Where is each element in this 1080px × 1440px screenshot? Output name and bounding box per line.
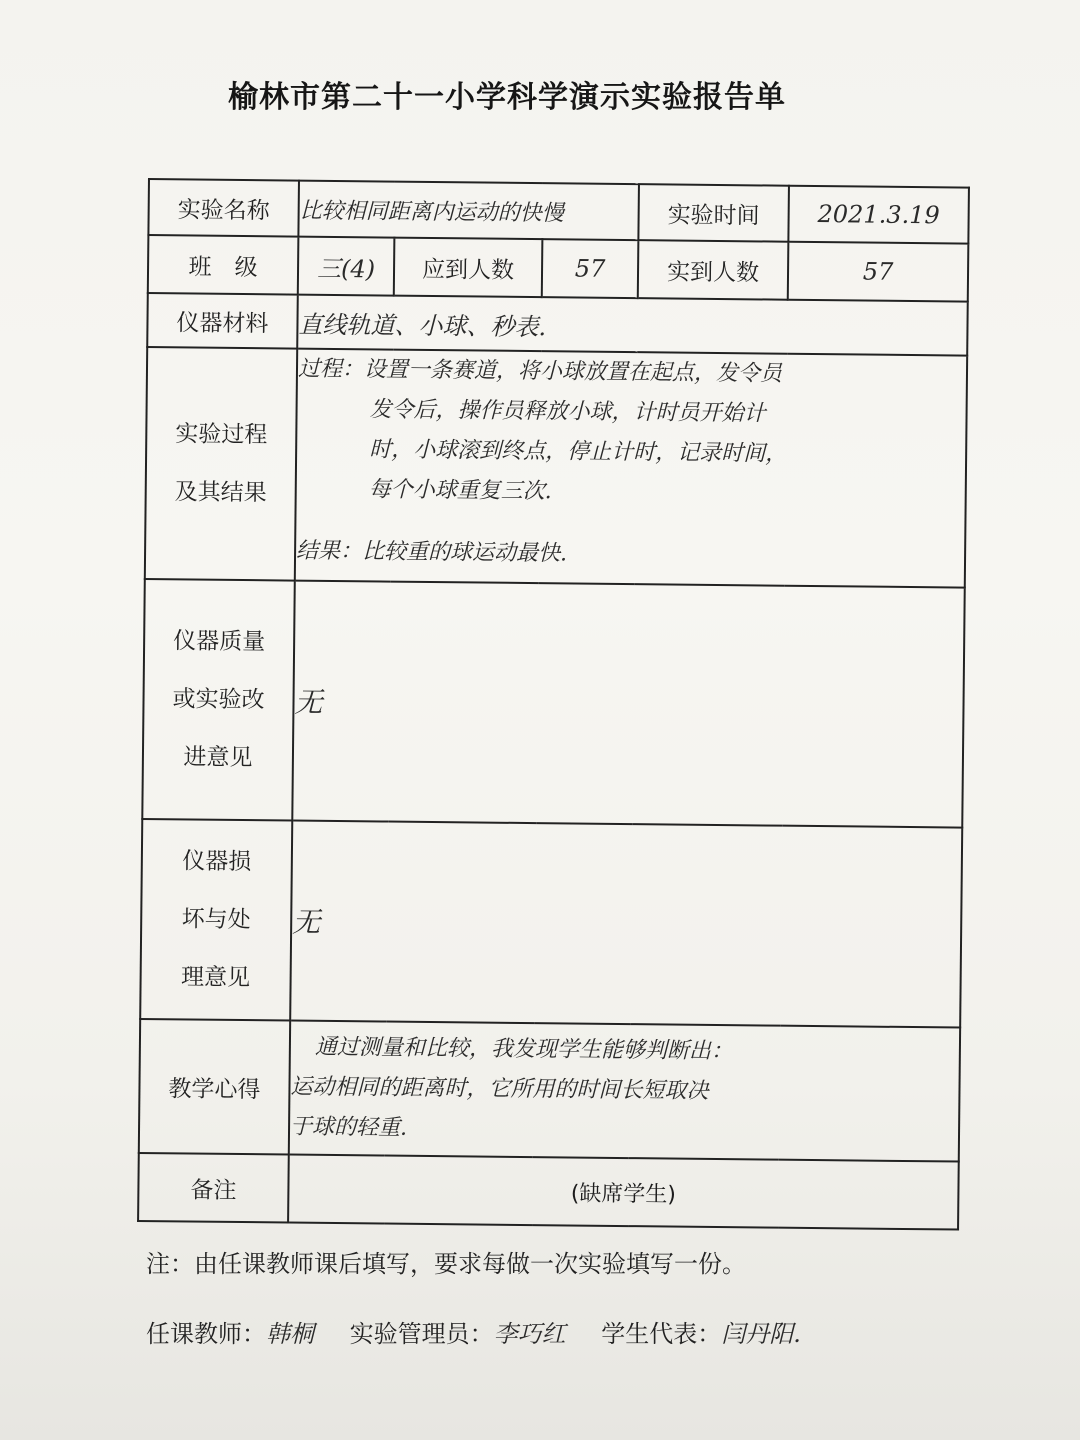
row-remark — [138, 1153, 959, 1230]
process-line-3: 时，小球滚到终点，停止计时，记录时间， — [369, 437, 788, 467]
process-line-4: 每个小球重复三次. — [368, 477, 552, 505]
teacher-label: 任课教师： — [146, 1320, 266, 1348]
remark-label: 备注 — [138, 1153, 289, 1223]
quality-value: 无 — [292, 581, 964, 828]
quality-label-line-3: 进意见 — [183, 744, 253, 772]
reflection-line-3: 于球的轻重. — [289, 1114, 408, 1141]
row-materials — [147, 293, 968, 356]
experiment-name-value: 比较相同距离内运动的快慢 — [298, 181, 639, 241]
process-line-1: 过程：设置一条赛道，将小球放置在起点，发令员 — [297, 356, 783, 387]
expected-count-value: 57 — [542, 239, 639, 298]
result-line: 结果：比较重的球运动最快. — [295, 538, 568, 567]
row-damage — [140, 819, 962, 1028]
process-content — [295, 349, 967, 588]
experiment-name-label: 实验名称 — [148, 179, 299, 237]
admin-label: 实验管理员： — [349, 1320, 494, 1348]
damage-label — [140, 819, 292, 1021]
row-quality — [142, 579, 964, 828]
materials-value: 直线轨道、小球、秒表. — [297, 295, 968, 356]
student-label: 学生代表： — [601, 1320, 722, 1348]
reflection-content — [289, 1021, 960, 1162]
process-label — [145, 347, 297, 581]
actual-count-label: 实到人数 — [638, 240, 789, 300]
student-signature: 闫丹阳. — [721, 1320, 801, 1348]
actual-count-value: 57 — [788, 242, 969, 302]
damage-value: 无 — [290, 821, 962, 1028]
admin-signature: 李巧红 — [493, 1320, 566, 1348]
damage-label-line-2: 坏与处 — [181, 906, 251, 934]
footer-note: 注：由任课教师课后填写，要求每做一次实验填写一份。 — [146, 1250, 746, 1278]
page-title: 榆林市第二十一小学科学演示实验报告单 — [228, 80, 786, 115]
expected-count-label: 应到人数 — [394, 238, 543, 298]
reflection-label: 教学心得 — [139, 1019, 290, 1155]
row-class-count — [148, 235, 969, 302]
teacher-signature: 韩桐 — [266, 1320, 314, 1348]
quality-label-line-2: 或实验改 — [172, 686, 265, 714]
damage-label-line-1: 仪器损 — [182, 848, 252, 876]
damage-label-line-3: 理意见 — [180, 964, 251, 992]
experiment-time-label: 实验时间 — [638, 184, 789, 242]
row-name-time — [148, 179, 969, 244]
process-line-2: 发令后，操作员释放小球，计时员开始计 — [369, 397, 766, 427]
process-label-line-1: 实验过程 — [175, 421, 268, 449]
signature-line — [146, 1314, 1066, 1349]
class-value: 三(4) — [298, 237, 395, 296]
row-process — [145, 347, 967, 588]
quality-label-line-1: 仪器质量 — [173, 628, 266, 656]
quality-label — [142, 579, 295, 821]
experiment-time-value: 2021.3.19 — [788, 186, 969, 244]
reflection-line-1: 通过测量和比较，我发现学生能够判断出： — [314, 1034, 734, 1065]
reflection-line-2: 运动相同的距离时，它所用的时间长短取决 — [290, 1074, 709, 1104]
row-reflection — [139, 1019, 960, 1162]
materials-label: 仪器材料 — [147, 293, 298, 349]
process-label-line-2: 及其结果 — [174, 479, 267, 507]
class-label: 班 级 — [148, 235, 299, 295]
remark-value: (缺席学生) — [288, 1155, 959, 1230]
report-table — [137, 178, 970, 1231]
